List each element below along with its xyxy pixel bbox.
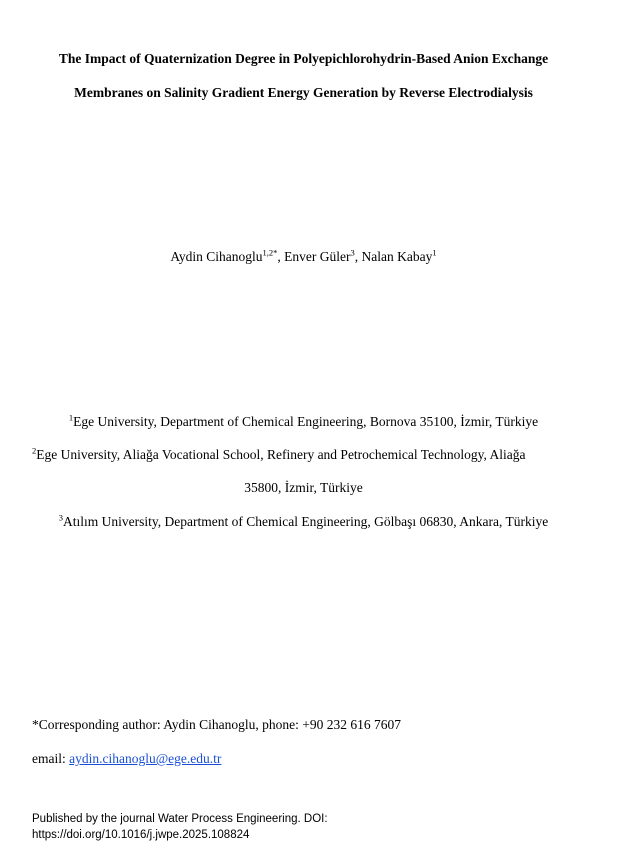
author-separator: , [277,249,285,264]
affiliation-marker: 1 [68,412,74,423]
author-name: Enver Güler [284,249,351,264]
author-separator: , [354,249,362,264]
affiliation-2 [32,447,525,463]
affiliation-3 [0,514,607,530]
email-link[interactable]: aydin.cihanoglu@ege.edu.tr [69,751,222,766]
paper-title-line-1: The Impact of Quaternization Degree in Polyepichlorohydrin-Based Anion Exchange [58,51,549,66]
author-affiliation-marker: 1 [432,247,437,258]
author-name: Aydin Cihanoglu [170,249,263,264]
affiliation-text: Atılım University, Department of Chemical Engineering, Gölbaşı 06830, Ankara, Türkiye [63,514,549,529]
affiliation-marker: 2 [32,445,37,456]
affiliation-text: Ege University, Aliağa Vocational School, Refinery and Petrochemical Technology, Aliağa [36,447,526,462]
author-affiliation-marker: 1,2* [262,247,278,258]
affiliation-text: Ege University, Department of Chemical Engineering, Bornova 35100, İzmir, Türkiye [73,414,539,429]
author-name: Nalan Kabay [361,249,433,264]
corresponding-email [32,751,221,767]
publication-doi: https://doi.org/10.1016/j.jwpe.2025.108824 [32,829,250,841]
affiliation-marker: 3 [58,512,64,523]
affiliation-2-continuation: 35800, İzmir, Türkiye [244,480,363,495]
publication-note: Published by the journal Water Process Engineering. DOI: [32,813,328,825]
author-affiliation-marker: 3 [350,247,355,258]
affiliation-1 [0,414,607,430]
email-label: email: [32,751,70,766]
paper-title-line-2: Membranes on Salinity Gradient Energy Generation by Reverse Electrodialysis [74,85,533,100]
corresponding-author: *Corresponding author: Aydin Cihanoglu, phone: +90 232 616 7607 [32,717,401,732]
author-list [0,249,607,265]
